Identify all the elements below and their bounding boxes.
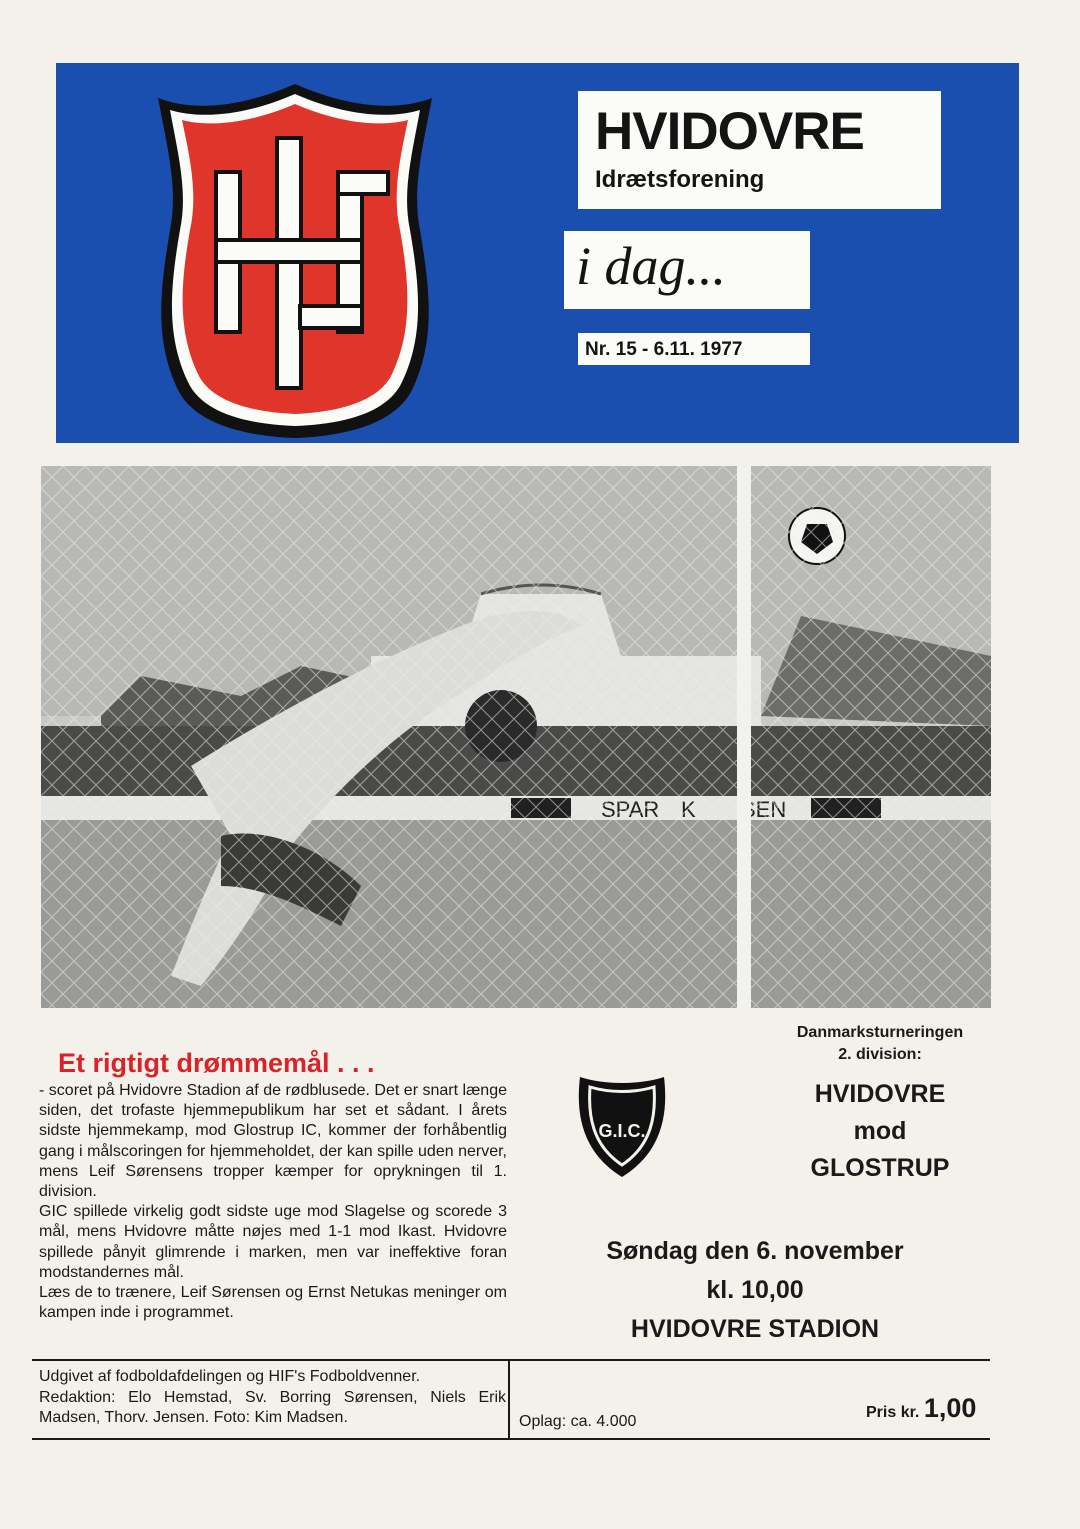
league-name: Danmarksturneringen <box>796 1024 964 1041</box>
gic-shield-icon <box>574 1071 670 1181</box>
masthead-tagline: i dag... <box>576 236 727 296</box>
versus-label: mod <box>853 1117 907 1145</box>
article-headline: Et rigtigt drømmemål . . . <box>58 1048 375 1078</box>
home-team: HVIDOVRE <box>814 1080 946 1108</box>
issue-box <box>578 333 810 365</box>
issue-number: Nr. 15 - 6.11. 1977 <box>585 339 743 360</box>
match-date: Søndag den 6. november <box>606 1237 904 1265</box>
price-value: 1,00 <box>923 1393 977 1423</box>
price <box>866 1393 976 1424</box>
league-info <box>770 1022 990 1066</box>
title-box <box>578 91 941 209</box>
circulation: Oplag: ca. 4.000 <box>519 1413 637 1430</box>
publisher-line: Udgivet af fodboldafdelingen og HIF's Fodboldvenner. <box>39 1368 421 1385</box>
article-paragraph: - scoret på Hvidovre Stadion af de rødblusede. Det er snart længe siden, det trofaste hjemmepublikum har set et sådant. I årets sidste hjemmekamp, mod Glostrup IC, kommer der forhåbentlig gang i målscoringen for hjemmeholdet, der kan spille uden nerver, mens Leif Sørensens tropper kæmper for oprykningen til 1. division. <box>39 1082 507 1201</box>
footer-divider <box>508 1361 510 1438</box>
article-paragraph: GIC spillede virkelig godt sidste uge mod Slagelse og scorede 3 mål, mens Hvidovre måtte nøjes med 1-1 mod Ikast. Hvidovre spillede pånyit glimrende i marken, men var ineffektive foran modstandernes mål. <box>39 1203 507 1281</box>
editors-line: Redaktion: Elo Hemstad, Sv. Borring Sørensen, Niels Erik Madsen, Thorv. Jensen. Foto: Kim Madsen. <box>39 1388 506 1426</box>
article-body <box>39 1081 507 1323</box>
gic-logo-text: G.I.C. <box>598 1121 646 1141</box>
masthead-title: HVIDOVRE <box>595 102 864 161</box>
league-division: 2. division: <box>838 1046 922 1063</box>
match-schedule <box>560 1232 950 1349</box>
footer-rule-bottom <box>32 1438 990 1440</box>
hif-crest-icon <box>150 80 440 442</box>
match-teams <box>770 1076 990 1187</box>
match-venue: HVIDOVRE STADION <box>630 1315 880 1343</box>
tagline-box <box>564 231 810 309</box>
masthead-subtitle: Idrætsforening <box>595 166 765 193</box>
article-paragraph: Læs de to trænere, Leif Sørensen og Ernst Netukas meninger om kampen inde i programmet. <box>39 1284 507 1322</box>
match-time: kl. 10,00 <box>706 1276 804 1304</box>
footer-rule-top <box>32 1359 990 1361</box>
away-team: GLOSTRUP <box>810 1154 950 1182</box>
publication-credits <box>39 1367 506 1429</box>
price-label: Pris kr. <box>866 1404 920 1421</box>
football-goalkeeper-photo <box>41 466 991 1008</box>
